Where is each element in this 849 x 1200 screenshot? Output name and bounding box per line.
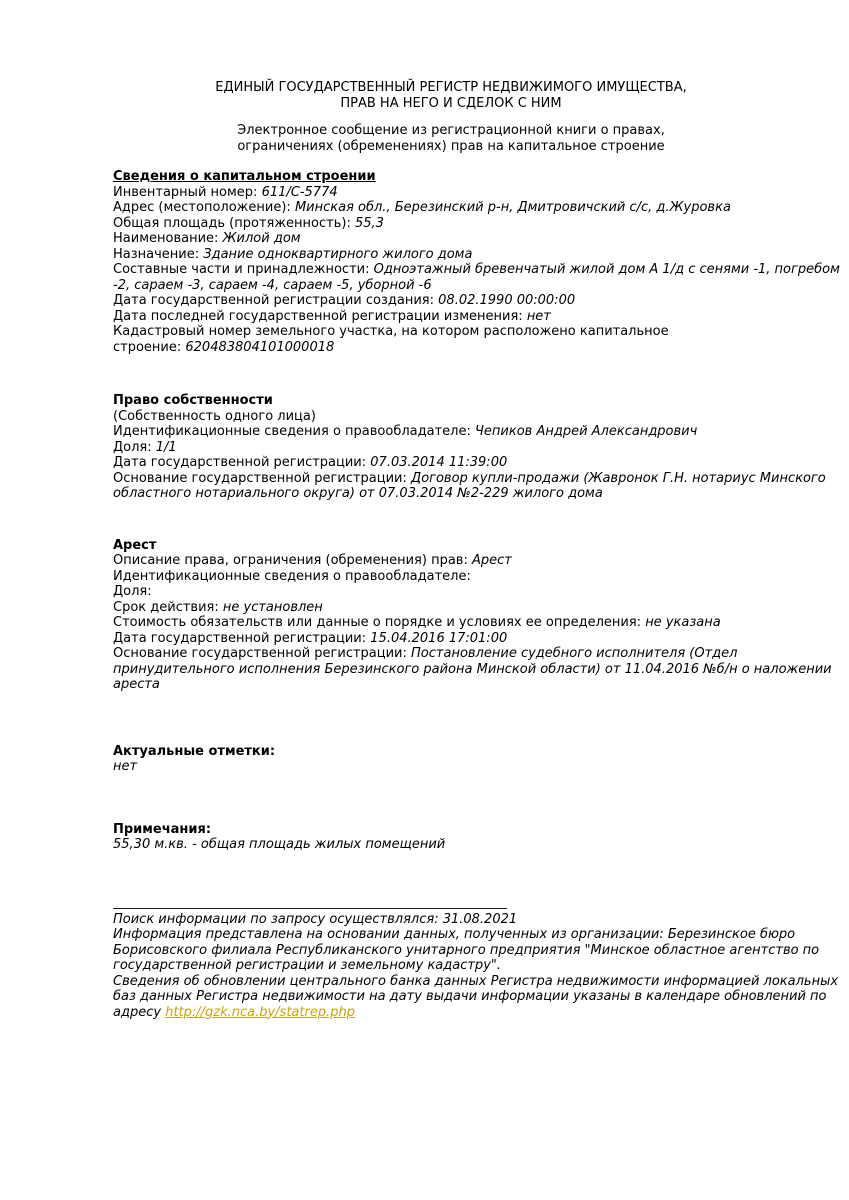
- field-row-components: [113, 262, 840, 278]
- field-row-rightholder: [113, 569, 789, 585]
- field-label: Дата государственной регистрации:: [113, 455, 367, 470]
- field-label: Дата последней государственной регистрации изменения:: [113, 308, 523, 324]
- footer-update-line-1: Сведения об обновлении центрального банка данных Регистра недвижимости информацией локальных: [113, 973, 839, 989]
- field-value: 55,3: [354, 215, 384, 231]
- field-value: 15.04.2016 17:01:00: [370, 630, 508, 646]
- field-row-cadastral-number-cont: [113, 340, 789, 356]
- field-value: 07.03.2014 11:39:00: [370, 455, 508, 470]
- field-row-reg-date: [113, 631, 789, 647]
- field-label: Стоимость обязательств или данные о порядке и условиях ее определения:: [113, 615, 642, 630]
- field-value: ареста: [113, 677, 160, 692]
- field-row-reg-basis: [113, 646, 789, 662]
- document-footer: [113, 908, 839, 1021]
- field-row-rightholder: [113, 424, 789, 440]
- field-row-validity-period: [113, 600, 789, 616]
- field-row-last-change-date: [113, 309, 789, 325]
- field-row-notes-value: [113, 837, 789, 853]
- footer-source-line-2: Борисовского филиала Республиканского унитарного предприятия "Минское областное агентство по: [113, 942, 820, 958]
- field-label: Наименование:: [113, 231, 219, 246]
- field-value: Здание одноквартирного жилого дома: [203, 246, 473, 262]
- field-value: Постановление судебного исполнителя (Отдел: [411, 646, 738, 661]
- subtitle-line-2: ограничениях (обременениях) прав на капитальное строение: [237, 138, 665, 154]
- field-value: нет: [113, 759, 138, 774]
- field-value: не установлен: [222, 599, 323, 615]
- field-row-reg-basis: [113, 470, 826, 487]
- section-title-actual-marks: Актуальные отметки:: [113, 743, 276, 759]
- field-label: Составные части и принадлежности:: [113, 262, 370, 277]
- section-title-ownership: Право собственности: [113, 393, 273, 408]
- field-label: Описание права, ограничения (обременения) прав:: [113, 553, 468, 568]
- field-label: Срок действия:: [113, 599, 219, 615]
- field-value: 611/С-5774: [261, 184, 338, 200]
- field-row-reg-date: [113, 455, 789, 471]
- field-label: Дата государственной регистрации создания:: [113, 293, 435, 308]
- section-ownership: [113, 393, 826, 502]
- section-actual-marks: [113, 744, 789, 775]
- field-row-share: [113, 584, 789, 600]
- field-row-reg-basis-cont2: [113, 677, 789, 693]
- field-label: Инвентарный номер:: [113, 184, 258, 200]
- statrep-link[interactable]: http://gzk.nca.by/statrep.php: [165, 1004, 355, 1020]
- document-header: [113, 80, 789, 154]
- field-row-inventory-number: [113, 185, 789, 201]
- field-row-reg-basis-cont: [113, 486, 789, 502]
- field-label: строение:: [113, 339, 182, 355]
- field-row-obligation-cost: [113, 615, 789, 631]
- document-subtitle: [113, 123, 789, 154]
- title-line-2: ПРАВ НА НЕГО И СДЕЛОК С НИМ: [340, 95, 562, 111]
- field-label: Идентификационные сведения о правообладателе:: [113, 424, 471, 439]
- field-value: 55,30 м.кв. - общая площадь жилых помещений: [113, 837, 446, 852]
- field-label: Общая площадь (протяженность):: [113, 215, 351, 231]
- field-value: Чепиков Андрей Александрович: [474, 424, 698, 439]
- field-row-purpose: [113, 247, 789, 263]
- field-row-reg-basis-cont: [113, 661, 832, 678]
- field-value: Договор купли-продажи (Жавронок Г.Н. нотариус Минского: [411, 470, 826, 486]
- field-label: Дата государственной регистрации:: [113, 630, 367, 646]
- field-label: Основание государственной регистрации:: [113, 646, 407, 661]
- field-row-creation-reg-date: [113, 293, 789, 309]
- separator-line: [113, 908, 507, 909]
- section-arrest: [113, 537, 832, 693]
- field-row-right-description: [113, 553, 789, 569]
- field-value: не указана: [645, 615, 721, 630]
- footer-search-date-line: Поиск информации по запросу осуществлялся: 31.08.2021: [113, 911, 518, 927]
- field-row-name: [113, 231, 789, 247]
- field-value: нет: [526, 308, 551, 324]
- section-title-arrest: Арест: [113, 537, 157, 553]
- field-label: (Собственность одного лица): [113, 408, 316, 424]
- document-title: [113, 80, 789, 111]
- field-value: 620483804101000018: [185, 339, 335, 355]
- field-label: Идентификационные сведения о правообладателе:: [113, 568, 471, 584]
- field-row-marks-value: [113, 759, 789, 775]
- field-label: Основание государственной регистрации:: [113, 470, 407, 486]
- subtitle-line-1: Электронное сообщение из регистрационной книги о правах,: [237, 123, 665, 138]
- field-value: 08.02.1990 00:00:00: [438, 293, 576, 308]
- field-value: Арест: [471, 553, 512, 568]
- field-label: Доля:: [113, 439, 152, 455]
- section-title-notes: Примечания:: [113, 821, 212, 837]
- field-row-ownership-type: [113, 409, 789, 425]
- field-value: -2, сараем -3, сараем -4, сараем -5, уборной -6: [113, 277, 432, 293]
- section-title-capital-building: Сведения о капитальном строении: [113, 169, 376, 184]
- field-label: Кадастровый номер земельного участка, на котором расположено капитальное: [113, 324, 669, 339]
- field-row-cadastral-number: [113, 324, 789, 340]
- footer-link-line: [113, 1005, 789, 1021]
- field-value: областного нотариального округа) от 07.03.2014 №2-229 жилого дома: [113, 486, 603, 501]
- field-row-address: [113, 200, 789, 216]
- title-line-1: ЕДИНЫЙ ГОСУДАРСТВЕННЫЙ РЕГИСТР НЕДВИЖИМОГО ИМУЩЕСТВА,: [215, 80, 687, 95]
- field-value: Одноэтажный бревенчатый жилой дом А 1/д с сенями -1, погребом: [373, 262, 840, 277]
- field-value: Минская обл., Березинский р-н, Дмитровичский с/с, д.Журовка: [294, 200, 731, 215]
- field-row-share: [113, 440, 789, 456]
- field-value: Жилой дом: [222, 231, 301, 246]
- field-row-total-area: [113, 216, 789, 232]
- field-label: Доля:: [113, 584, 152, 599]
- footer-source-line-1: Информация представлена на основании данных, полученных из организации: Березинское бюро: [113, 927, 796, 942]
- field-value: 1/1: [155, 439, 177, 455]
- footer-update-line-2: баз данных Регистра недвижимости на дату выдачи информации указаны в календаре обновлений по: [113, 989, 827, 1004]
- section-notes: [113, 822, 789, 853]
- field-row-components-cont: [113, 278, 789, 294]
- footer-link-prefix: адресу: [113, 1004, 166, 1020]
- footer-source-line-3: государственной регистрации и земельному кадастру".: [113, 958, 501, 973]
- field-value: принудительного исполнения Березинского района Минской области) от 11.04.2016 №б/н о наложении: [113, 661, 832, 677]
- section-capital-building: [113, 169, 840, 355]
- field-label: Адрес (местоположение):: [113, 200, 291, 215]
- field-label: Назначение:: [113, 246, 200, 262]
